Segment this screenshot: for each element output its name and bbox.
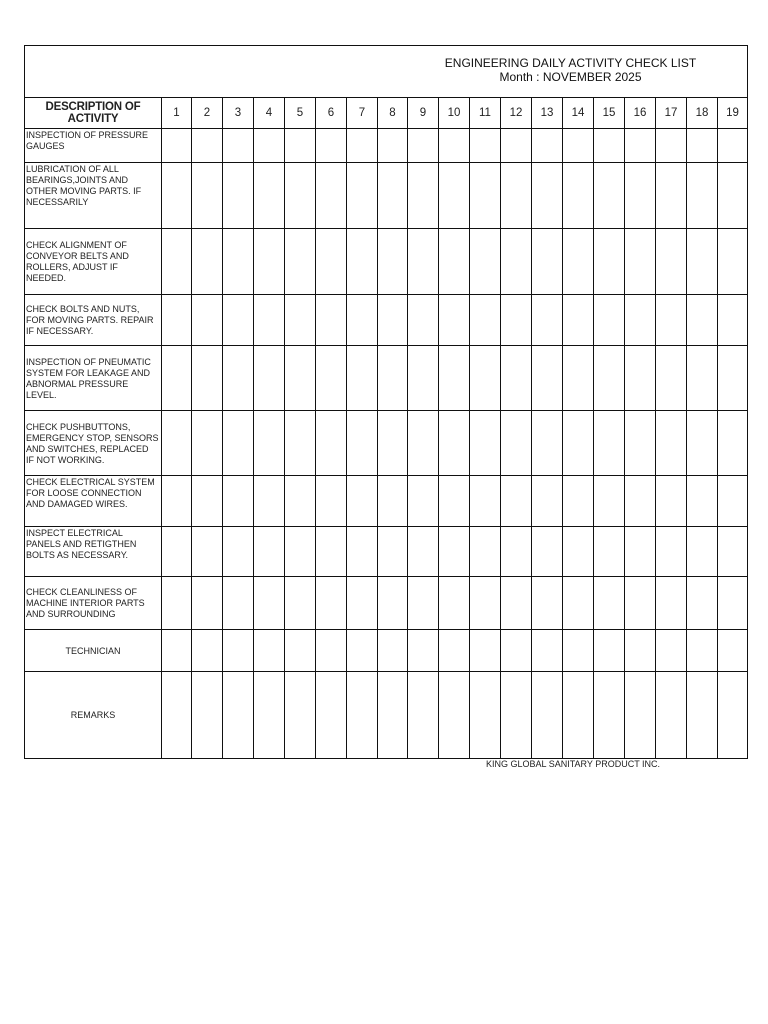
check-cell[interactable] — [656, 129, 687, 163]
check-cell[interactable] — [563, 672, 594, 759]
check-cell[interactable] — [162, 163, 192, 229]
check-cell[interactable] — [223, 295, 254, 346]
day-header: 7 — [347, 98, 378, 129]
check-cell[interactable] — [625, 346, 656, 411]
check-cell[interactable] — [316, 295, 347, 346]
check-cell[interactable] — [223, 163, 254, 229]
header-row — [25, 98, 748, 129]
title-row — [25, 46, 748, 98]
check-cell[interactable] — [223, 346, 254, 411]
check-cell[interactable] — [718, 411, 748, 476]
check-cell[interactable] — [501, 476, 532, 527]
check-cell[interactable] — [285, 630, 316, 672]
check-cell[interactable] — [254, 295, 285, 346]
check-cell[interactable] — [532, 476, 563, 527]
check-cell[interactable] — [316, 476, 347, 527]
checklist-sheet — [24, 45, 748, 769]
day-header: 5 — [285, 98, 316, 129]
check-cell[interactable] — [285, 672, 316, 759]
check-cell[interactable] — [687, 295, 718, 346]
check-cell[interactable] — [162, 527, 192, 577]
activity-row-label: INSPECTION OF PNEUMATIC SYSTEM FOR LEAKAGE AND ABNORMAL PRESSURE LEVEL. — [25, 346, 162, 411]
check-cell[interactable] — [718, 163, 748, 229]
check-cell[interactable] — [162, 630, 192, 672]
check-cell[interactable] — [439, 630, 470, 672]
technician-row — [25, 630, 748, 672]
check-cell[interactable] — [254, 411, 285, 476]
check-cell[interactable] — [162, 411, 192, 476]
check-cell[interactable] — [563, 129, 594, 163]
check-cell[interactable] — [408, 527, 439, 577]
check-cell[interactable] — [254, 630, 285, 672]
check-cell[interactable] — [378, 630, 408, 672]
check-cell[interactable] — [501, 163, 532, 229]
check-cell[interactable] — [408, 411, 439, 476]
check-cell[interactable] — [254, 346, 285, 411]
check-cell[interactable] — [532, 527, 563, 577]
check-cell[interactable] — [625, 129, 656, 163]
check-cell[interactable] — [532, 346, 563, 411]
day-header: 12 — [501, 98, 532, 129]
check-cell[interactable] — [656, 577, 687, 630]
check-cell[interactable] — [378, 411, 408, 476]
check-cell[interactable] — [223, 476, 254, 527]
check-cell[interactable] — [285, 577, 316, 630]
check-cell[interactable] — [378, 577, 408, 630]
day-header: 17 — [656, 98, 687, 129]
check-cell[interactable] — [162, 129, 192, 163]
check-cell[interactable] — [718, 229, 748, 295]
check-cell[interactable] — [347, 476, 378, 527]
check-cell[interactable] — [408, 476, 439, 527]
check-cell[interactable] — [285, 527, 316, 577]
check-cell[interactable] — [532, 229, 563, 295]
check-cell[interactable] — [594, 229, 625, 295]
check-cell[interactable] — [594, 163, 625, 229]
check-cell[interactable] — [316, 630, 347, 672]
check-cell[interactable] — [408, 229, 439, 295]
check-cell[interactable] — [316, 527, 347, 577]
day-header: 14 — [563, 98, 594, 129]
description-header: DESCRIPTION OF ACTIVITY — [25, 98, 162, 129]
check-cell[interactable] — [656, 229, 687, 295]
activity-row — [25, 346, 748, 411]
check-cell[interactable] — [687, 577, 718, 630]
day-header: 2 — [192, 98, 223, 129]
check-cell[interactable] — [656, 295, 687, 346]
check-cell[interactable] — [192, 163, 223, 229]
check-cell[interactable] — [625, 577, 656, 630]
day-header: 19 — [718, 98, 748, 129]
check-cell[interactable] — [347, 672, 378, 759]
check-cell[interactable] — [687, 129, 718, 163]
title-block — [438, 56, 703, 84]
activity-row — [25, 163, 748, 229]
day-header: 4 — [254, 98, 285, 129]
day-header: 13 — [532, 98, 563, 129]
check-cell[interactable] — [439, 229, 470, 295]
check-cell[interactable] — [470, 577, 501, 630]
check-cell[interactable] — [254, 129, 285, 163]
check-cell[interactable] — [687, 229, 718, 295]
check-cell[interactable] — [347, 630, 378, 672]
check-cell[interactable] — [254, 476, 285, 527]
check-cell[interactable] — [718, 630, 748, 672]
check-cell[interactable] — [594, 346, 625, 411]
check-cell[interactable] — [162, 672, 192, 759]
check-cell[interactable] — [285, 163, 316, 229]
check-cell[interactable] — [378, 476, 408, 527]
check-cell[interactable] — [625, 411, 656, 476]
check-cell[interactable] — [501, 129, 532, 163]
check-cell[interactable] — [408, 672, 439, 759]
check-cell[interactable] — [470, 527, 501, 577]
check-cell[interactable] — [532, 129, 563, 163]
check-cell[interactable] — [378, 229, 408, 295]
activity-row-label: INSPECT ELECTRICAL PANELS AND RETIGTHEN BOLTS AS NECESSARY. — [25, 527, 162, 577]
activity-row-label: CHECK CLEANLINESS OF MACHINE INTERIOR PARTS AND SURROUNDING — [25, 577, 162, 630]
check-cell[interactable] — [563, 411, 594, 476]
check-cell[interactable] — [470, 476, 501, 527]
check-cell[interactable] — [656, 527, 687, 577]
check-cell[interactable] — [347, 411, 378, 476]
check-cell[interactable] — [378, 295, 408, 346]
check-cell[interactable] — [223, 577, 254, 630]
check-cell[interactable] — [563, 476, 594, 527]
activity-row-label: INSPECTION OF PRESSURE GAUGES — [25, 129, 162, 163]
day-header: 16 — [625, 98, 656, 129]
activity-row — [25, 527, 748, 577]
check-cell[interactable] — [501, 630, 532, 672]
check-cell[interactable] — [439, 411, 470, 476]
check-cell[interactable] — [625, 527, 656, 577]
check-cell[interactable] — [470, 295, 501, 346]
day-header: 11 — [470, 98, 501, 129]
check-cell[interactable] — [656, 346, 687, 411]
check-cell[interactable] — [285, 229, 316, 295]
check-cell[interactable] — [563, 577, 594, 630]
check-cell[interactable] — [594, 527, 625, 577]
activity-row-label: CHECK BOLTS AND NUTS, FOR MOVING PARTS. REPAIR IF NECESSARY. — [25, 295, 162, 346]
check-cell[interactable] — [470, 346, 501, 411]
activity-row-label: CHECK PUSHBUTTONS, EMERGENCY STOP, SENSORS AND SWITCHES, REPLACED IF NOT WORKING. — [25, 411, 162, 476]
check-cell[interactable] — [223, 129, 254, 163]
check-cell[interactable] — [347, 346, 378, 411]
check-cell[interactable] — [347, 129, 378, 163]
day-header: 15 — [594, 98, 625, 129]
check-cell[interactable] — [718, 527, 748, 577]
day-header: 18 — [687, 98, 718, 129]
check-cell[interactable] — [223, 630, 254, 672]
day-header: 3 — [223, 98, 254, 129]
check-cell[interactable] — [378, 129, 408, 163]
check-cell[interactable] — [656, 411, 687, 476]
check-cell[interactable] — [594, 630, 625, 672]
check-cell[interactable] — [408, 630, 439, 672]
check-cell[interactable] — [532, 411, 563, 476]
check-cell[interactable] — [718, 295, 748, 346]
check-cell[interactable] — [501, 411, 532, 476]
check-cell[interactable] — [470, 129, 501, 163]
check-cell[interactable] — [408, 346, 439, 411]
company-name: KING GLOBAL SANITARY PRODUCT INC. — [486, 759, 661, 769]
check-cell[interactable] — [408, 163, 439, 229]
check-cell[interactable] — [316, 229, 347, 295]
check-cell[interactable] — [408, 577, 439, 630]
check-cell[interactable] — [718, 476, 748, 527]
checklist-title: ENGINEERING DAILY ACTIVITY CHECK LIST — [444, 56, 697, 70]
check-cell[interactable] — [439, 527, 470, 577]
remarks-row-label: REMARKS — [25, 672, 162, 759]
check-cell[interactable] — [192, 476, 223, 527]
day-header: 8 — [378, 98, 408, 129]
remarks-row — [25, 672, 748, 759]
technician-row-label: TECHNICIAN — [25, 630, 162, 672]
check-cell[interactable] — [470, 229, 501, 295]
check-cell[interactable] — [223, 411, 254, 476]
check-cell[interactable] — [439, 346, 470, 411]
check-cell[interactable] — [192, 577, 223, 630]
check-cell[interactable] — [192, 672, 223, 759]
check-cell[interactable] — [687, 163, 718, 229]
check-cell[interactable] — [316, 411, 347, 476]
check-cell[interactable] — [378, 527, 408, 577]
check-cell[interactable] — [192, 527, 223, 577]
check-cell[interactable] — [254, 527, 285, 577]
check-cell[interactable] — [625, 163, 656, 229]
check-cell[interactable] — [162, 577, 192, 630]
check-cell[interactable] — [687, 476, 718, 527]
day-header: 9 — [408, 98, 439, 129]
check-cell[interactable] — [563, 630, 594, 672]
check-cell[interactable] — [316, 129, 347, 163]
activity-row — [25, 476, 748, 527]
day-header: 1 — [162, 98, 192, 129]
check-cell[interactable] — [687, 346, 718, 411]
check-cell[interactable] — [656, 672, 687, 759]
check-cell[interactable] — [594, 295, 625, 346]
check-cell[interactable] — [254, 672, 285, 759]
check-cell[interactable] — [501, 229, 532, 295]
check-cell[interactable] — [192, 630, 223, 672]
check-cell[interactable] — [625, 476, 656, 527]
check-cell[interactable] — [223, 672, 254, 759]
check-cell[interactable] — [501, 672, 532, 759]
check-cell[interactable] — [501, 346, 532, 411]
check-cell[interactable] — [656, 163, 687, 229]
check-cell[interactable] — [192, 411, 223, 476]
check-cell[interactable] — [439, 672, 470, 759]
check-cell[interactable] — [625, 672, 656, 759]
check-cell[interactable] — [223, 527, 254, 577]
check-cell[interactable] — [254, 229, 285, 295]
day-header: 10 — [439, 98, 470, 129]
check-cell[interactable] — [254, 577, 285, 630]
check-cell[interactable] — [316, 346, 347, 411]
check-cell[interactable] — [532, 577, 563, 630]
day-header: 6 — [316, 98, 347, 129]
activity-row — [25, 229, 748, 295]
check-cell[interactable] — [594, 411, 625, 476]
check-cell[interactable] — [439, 295, 470, 346]
check-cell[interactable] — [470, 630, 501, 672]
check-cell[interactable] — [162, 295, 192, 346]
check-cell[interactable] — [718, 577, 748, 630]
check-cell[interactable] — [532, 163, 563, 229]
check-cell[interactable] — [285, 411, 316, 476]
check-cell[interactable] — [532, 672, 563, 759]
check-cell[interactable] — [223, 229, 254, 295]
check-cell[interactable] — [470, 163, 501, 229]
check-cell[interactable] — [347, 163, 378, 229]
check-cell[interactable] — [594, 129, 625, 163]
check-cell[interactable] — [687, 527, 718, 577]
check-cell[interactable] — [378, 346, 408, 411]
check-cell[interactable] — [162, 229, 192, 295]
check-cell[interactable] — [532, 630, 563, 672]
check-cell[interactable] — [563, 229, 594, 295]
check-cell[interactable] — [687, 672, 718, 759]
check-cell[interactable] — [347, 527, 378, 577]
check-cell[interactable] — [563, 527, 594, 577]
check-cell[interactable] — [408, 295, 439, 346]
check-cell[interactable] — [408, 129, 439, 163]
check-cell[interactable] — [162, 476, 192, 527]
check-cell[interactable] — [378, 163, 408, 229]
check-cell[interactable] — [285, 346, 316, 411]
check-cell[interactable] — [285, 476, 316, 527]
check-cell[interactable] — [470, 672, 501, 759]
check-cell[interactable] — [718, 346, 748, 411]
check-cell[interactable] — [378, 672, 408, 759]
activity-row — [25, 295, 748, 346]
check-cell[interactable] — [285, 295, 316, 346]
check-cell[interactable] — [439, 129, 470, 163]
check-cell[interactable] — [192, 129, 223, 163]
check-cell[interactable] — [625, 630, 656, 672]
check-cell[interactable] — [563, 163, 594, 229]
check-cell[interactable] — [347, 295, 378, 346]
check-cell[interactable] — [316, 577, 347, 630]
check-cell[interactable] — [254, 163, 285, 229]
check-cell[interactable] — [192, 229, 223, 295]
check-cell[interactable] — [316, 672, 347, 759]
check-cell[interactable] — [625, 229, 656, 295]
check-cell[interactable] — [594, 577, 625, 630]
check-cell[interactable] — [439, 163, 470, 229]
check-cell[interactable] — [439, 577, 470, 630]
check-cell[interactable] — [347, 577, 378, 630]
check-cell[interactable] — [501, 527, 532, 577]
activity-row-label: LUBRICATION OF ALL BEARINGS,JOINTS AND OTHER MOVING PARTS. IF NECESSARILY — [25, 163, 162, 229]
title-cell — [25, 46, 748, 98]
month-line: Month : NOVEMBER 2025 — [499, 70, 642, 84]
activity-row — [25, 411, 748, 476]
check-cell[interactable] — [470, 411, 501, 476]
check-cell[interactable] — [687, 411, 718, 476]
check-cell[interactable] — [563, 295, 594, 346]
check-cell[interactable] — [532, 295, 563, 346]
check-cell[interactable] — [656, 476, 687, 527]
activity-row-label: CHECK ELECTRICAL SYSTEM FOR LOOSE CONNECTION AND DAMAGED WIRES. — [25, 476, 162, 527]
check-cell[interactable] — [192, 346, 223, 411]
check-cell[interactable] — [625, 295, 656, 346]
check-cell[interactable] — [285, 129, 316, 163]
activity-row-label: CHECK ALIGNMENT OF CONVEYOR BELTS AND ROLLERS, ADJUST IF NEEDED. — [25, 229, 162, 295]
check-cell[interactable] — [656, 630, 687, 672]
check-cell[interactable] — [192, 295, 223, 346]
check-cell[interactable] — [501, 577, 532, 630]
check-cell[interactable] — [687, 630, 718, 672]
check-cell[interactable] — [594, 672, 625, 759]
check-cell[interactable] — [501, 295, 532, 346]
check-cell[interactable] — [316, 163, 347, 229]
check-cell[interactable] — [718, 129, 748, 163]
checklist-table — [24, 45, 748, 759]
check-cell[interactable] — [594, 476, 625, 527]
check-cell[interactable] — [162, 346, 192, 411]
activity-row — [25, 129, 748, 163]
activity-row — [25, 577, 748, 630]
check-cell[interactable] — [439, 476, 470, 527]
check-cell[interactable] — [718, 672, 748, 759]
check-cell[interactable] — [347, 229, 378, 295]
check-cell[interactable] — [563, 346, 594, 411]
